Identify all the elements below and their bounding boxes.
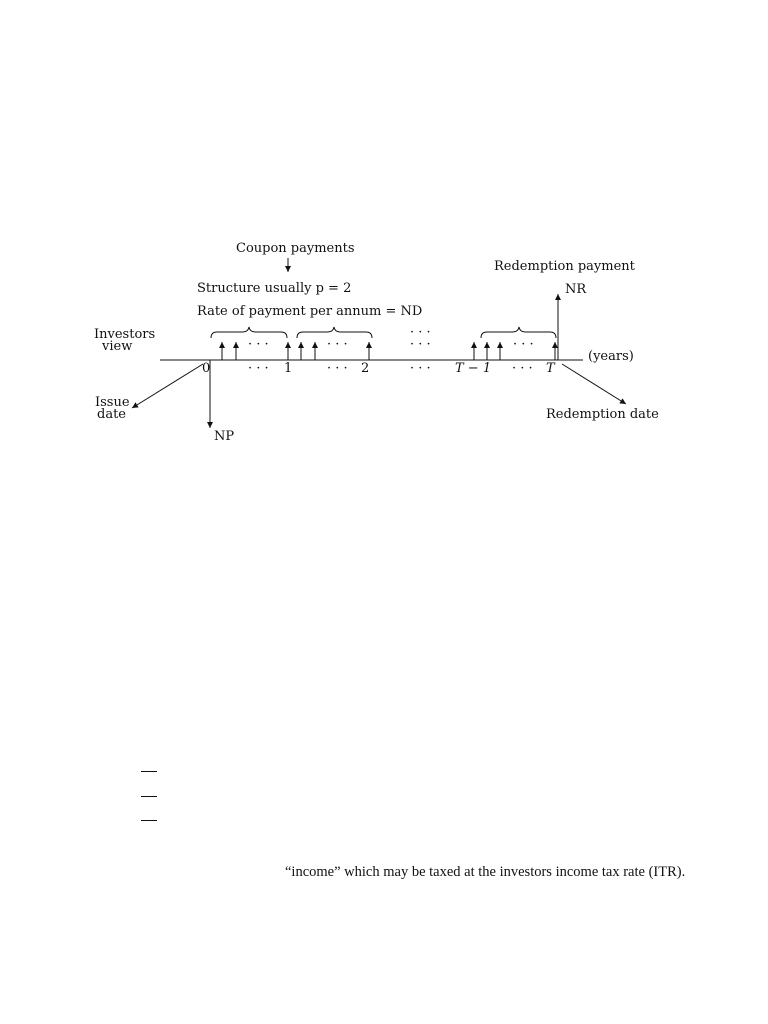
- redemption-date-arrow: [562, 364, 626, 404]
- years-label: (years): [588, 349, 634, 364]
- ellipsis-top-1: · · ·: [248, 337, 269, 352]
- list-dash-3: [141, 820, 157, 821]
- date-label: date: [97, 407, 126, 422]
- redemption-date-label: Redemption date: [546, 407, 659, 422]
- ellipsis-bottom-2: · · ·: [327, 361, 348, 376]
- investors-label: Investors: [94, 327, 156, 342]
- income-text: “income” which may be taxed at the investors income tax rate (ITR).: [285, 864, 686, 880]
- rate-label: Rate of payment per annum = ND: [197, 304, 423, 319]
- np-label: NP: [214, 429, 235, 444]
- tick-1: 1: [284, 361, 293, 376]
- tick-2: 2: [361, 361, 370, 376]
- ellipsis-top-2: · · ·: [327, 337, 348, 352]
- view-label: view: [102, 339, 133, 354]
- tick-t-minus-1: T − 1: [455, 361, 492, 376]
- ellipsis-top-3: · · ·: [513, 337, 534, 352]
- redemption-payment-label: Redemption payment: [494, 259, 635, 274]
- ellipsis-bottom-3: · · ·: [410, 361, 431, 376]
- issue-date-arrow: [132, 364, 203, 408]
- issue-label: Issue: [95, 395, 130, 410]
- structure-label: Structure usually p = 2: [197, 281, 352, 296]
- ellipsis-bottom-1: · · ·: [248, 361, 269, 376]
- list-dash-2: [141, 796, 157, 797]
- list-dash-1: [141, 771, 157, 772]
- tick-t: T: [546, 361, 555, 376]
- ellipsis-bottom-4: · · ·: [512, 361, 533, 376]
- nr-label: NR: [565, 282, 587, 297]
- coupon-payments-label: Coupon payments: [236, 241, 355, 256]
- vdots-top-2: · · ·: [410, 337, 431, 352]
- tick-0: 0: [202, 361, 211, 376]
- vdots-top-1: · · ·: [410, 325, 431, 340]
